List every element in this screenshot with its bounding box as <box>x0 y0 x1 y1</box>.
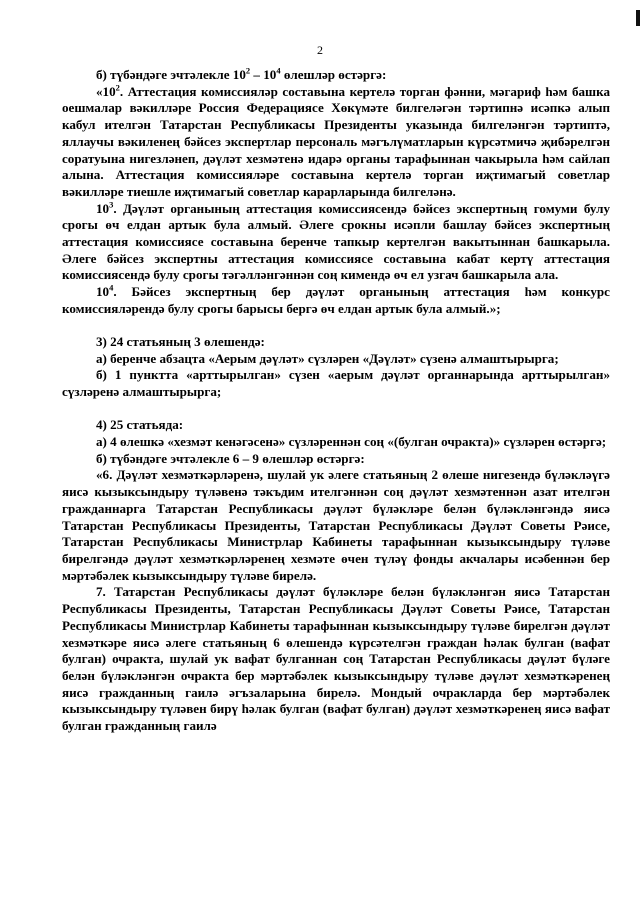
paragraph-amend-b: б) түбәндәге эчтәлекле $10^2 - 10^4$ өлешләр өстәргә: <box>96 65 387 82</box>
paragraph-item-3b: б) 1 пунктта «арттырылган» сүзен «аерым дәүләт органнарында арттырылган» сүзләренә алмаштырырга; <box>62 367 610 400</box>
scan-edge-mark <box>636 10 640 26</box>
paragraph-item-4: 4) 25 статьяда: <box>96 417 184 433</box>
paragraph-10-2: «$10^2$. Аттестация комиссияләр составына кертелә торган фәнни, мәгариф һәм башка оешмалар вәкилләре Россия Федерациясе Хөкүмәте билгеләгән тәртипнә исәпкә алып кабул ителгән Татарстан Республикасы Президенты указында билгеләнгән тәртиптә, яллаучы вәкиленең бәйсез экспертлар персональ мәгълүматларын күрсәтмичә җибәрелгән соратуына нигезләнеп, дәүләт хезмәтенә идарә органы тарафыннан чакырыла һәм сайлап алына. Аттестация комиссияләре составына кертелә торган иҗтимагый советлар вәкилләре тиешле иҗтимагый советлар карарларында билгеләнә. <box>62 82 610 199</box>
spacer <box>62 401 610 418</box>
paragraph-10-4: $10^4$. Бәйсез экспертның бер дәүләт органының аттестация һәм конкурс комиссияләрендә булу срогы барысы бергә өч елдан артык була алмый.»; <box>62 282 610 316</box>
paragraph-item-3: 3) 24 статьяның 3 өлешендә: <box>96 334 265 350</box>
paragraph-part-6: «6. Дәүләт хезмәткәрләренә, шулай ук әлеге статьяның 2 өлеше нигезендә бүләкләүгә яисә кызыксындыру түләвенә тәкъдим ителгәннән соң дәүләт хезмәтеннән азат ителгән гражданнарга Татарстан Республикасы дәүләт бүләкләре белән бүләкләнгәндә яисә Татарстан Республикасы Президенты, Татарстан Республикасы Дәүләт Советы Рәисе, Татарстан Республикасы Министрлар Кабинеты тарафыннан кызыксындыру түләве бирелгәндә дәүләт хезмәткәрләренең хезмәте өчен түләү фонды акчалары исәбеннән бер мәртәбәлек кызыксындыру түләве бирелә. <box>62 467 610 583</box>
page-number: 2 <box>317 43 323 57</box>
paragraph-item-4a: а) 4 өлешкә «хезмәт кенәгәсенә» сүзләреннән соң «(булган очракта)» сүзләрен өстәргә; <box>96 434 607 450</box>
spacer <box>62 318 610 335</box>
paragraph-item-3a: а) беренче абзацта «Аерым дәүләт» сүзләрен «Дәүләт» сүзенә алмаштырырга; <box>96 350 559 366</box>
paragraph-part-7: 7. Татарстан Республикасы дәүләт бүләкләре белән бүләкләнгән яисә Татарстан Республикасы Президенты, Татарстан Республикасы Дәүләт Советы Рәисе, Татарстан Республикасы Министрлар Кабинеты тарафыннан кызыксындыру түләве бирелгән дәүләт хезмәткәре яисә әлеге статьяның 6 өлешендә күрсәтелгән граждан һәлак булган (вафат булган) очракта, шулай ук вафат булганнан соң Татарстан Республикасы дәүләт бүләге белән бүләкләнгән очракта бер мәртәбәлек кызыксындыру түләве дәүләт хезмәткәренең яисә гражданның гаилә әгъзаларына бирелә. Мондый очракларда бер мәртәбәлек кызыксындыру түләвен бирү һәлак булган (вафат булган) дәүләт хезмәткәренең яисә вафат булган гражданның гаилә <box>62 584 610 734</box>
paragraph-item-4b: б) түбәндәге эчтәлекле 6 – 9 өлешләр өстәргә: <box>96 450 365 466</box>
paragraph-10-3: $10^3$. Дәүләт органының аттестация комиссиясендә бәйсез экспертның гомуми булу срогы өч елдан артык була алмый. Әлеге срокны исәпли башлау бәйсез экспертның аттестация комиссиясе составына беренче тапкыр кертелгән вакытыннан башкарыла. Әлеге бәйсез экспертны аттестация комиссиясе составына кабат кертү аттестация комиссиясендә булу срогы тәгәлләнгәннән соң кимендә өч ел узгач башкарыла ала. <box>62 199 610 283</box>
document-body <box>62 67 610 735</box>
